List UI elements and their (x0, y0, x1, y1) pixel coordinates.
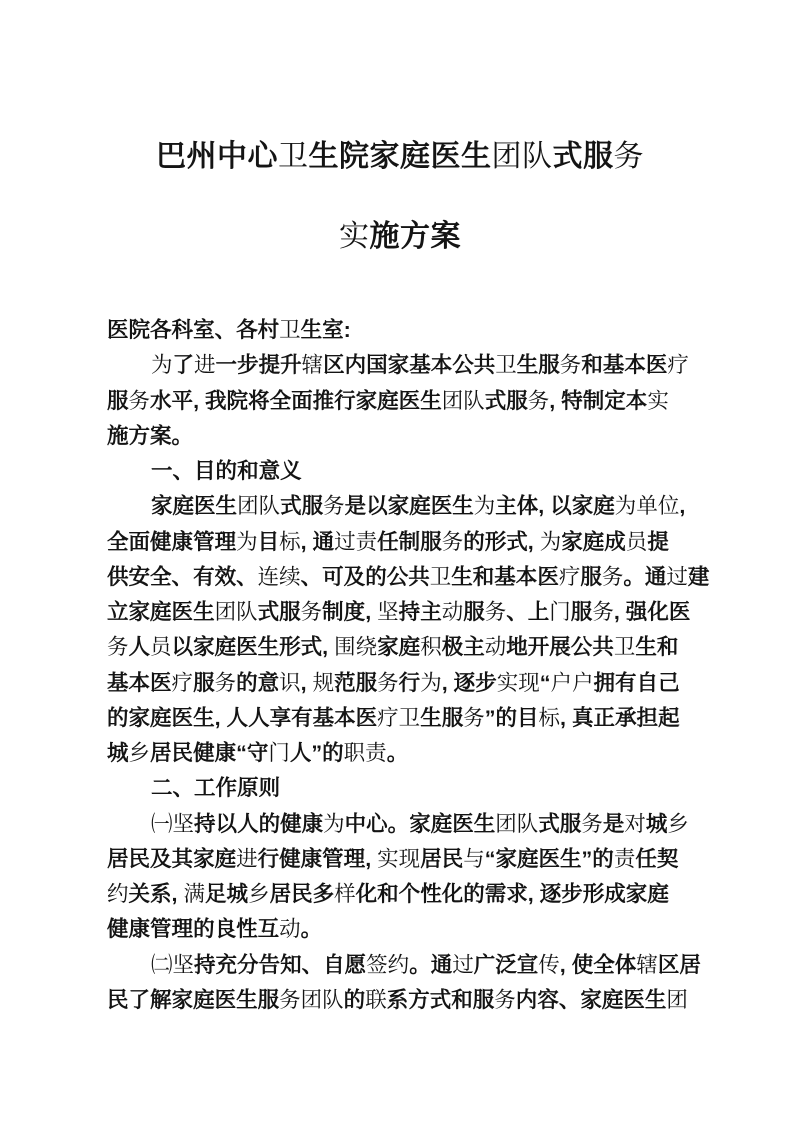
text-line: 施方案。 (107, 423, 194, 448)
section-heading-line: 二、工作原则 (151, 776, 281, 801)
text-line: 城乡居民健康“守门人”的职责。 (107, 741, 409, 765)
text-line: 健康管理的良性互动。 (107, 917, 323, 942)
document-title: 巴州中心卫生院家庭医生团队式服务 (156, 140, 644, 173)
text-line: 民了解家庭医生服务团队的联系方式和服务内容、家庭医生团 (107, 987, 688, 1012)
text-line: 基本医疗服务的意识, 规范服务行为, 逐步实现“户户拥有自己 (107, 670, 680, 695)
text-line: 务人员以家庭医生形式, 围绕家庭积极主动地开展公共卫生和 (107, 635, 679, 660)
text-line: 约关系, 满足城乡居民多样化和个性化的需求, 逐步形成家庭 (107, 882, 669, 906)
text-line: ㈡坚持充分告知、自愿签约。通过广泛宣传, 使全体辖区居 (151, 952, 701, 977)
document-subtitle: 实施方案 (339, 220, 461, 253)
text-line: 为了进一步提升辖区内国家基本公共卫生服务和基本医疗 (151, 353, 689, 378)
text-line: 全面健康管理为目标, 通过责任制服务的形式, 为家庭成员提 (107, 529, 669, 554)
text-line: 医院各科室、各村卫生室: (107, 318, 351, 342)
text-line: 的家庭医生, 人人享有基本医疗卫生服务”的目标, 真正承担起 (107, 705, 680, 730)
section-heading-line: 一、目的和意义 (151, 459, 302, 483)
document-body (107, 313, 757, 1018)
text-line: 家庭医生团队式服务是以家庭医生为主体, 以家庭为单位, (151, 494, 686, 519)
text-line: 服务水平, 我院将全面推行家庭医生团队式服务, 特制定本实 (107, 388, 669, 413)
text-line: 居民及其家庭进行健康管理, 实现居民与“家庭医生”的责任契 (107, 846, 679, 871)
text-line: 供安全、有效、连续、可及的公共卫生和基本医疗服务。通过建 (107, 564, 710, 589)
text-line: ㈠坚持以人的健康为中心。家庭医生团队式服务是对城乡 (151, 811, 689, 836)
text-line: 立家庭医生团队式服务制度, 坚持主动服务、上门服务, 强化医 (107, 600, 691, 624)
